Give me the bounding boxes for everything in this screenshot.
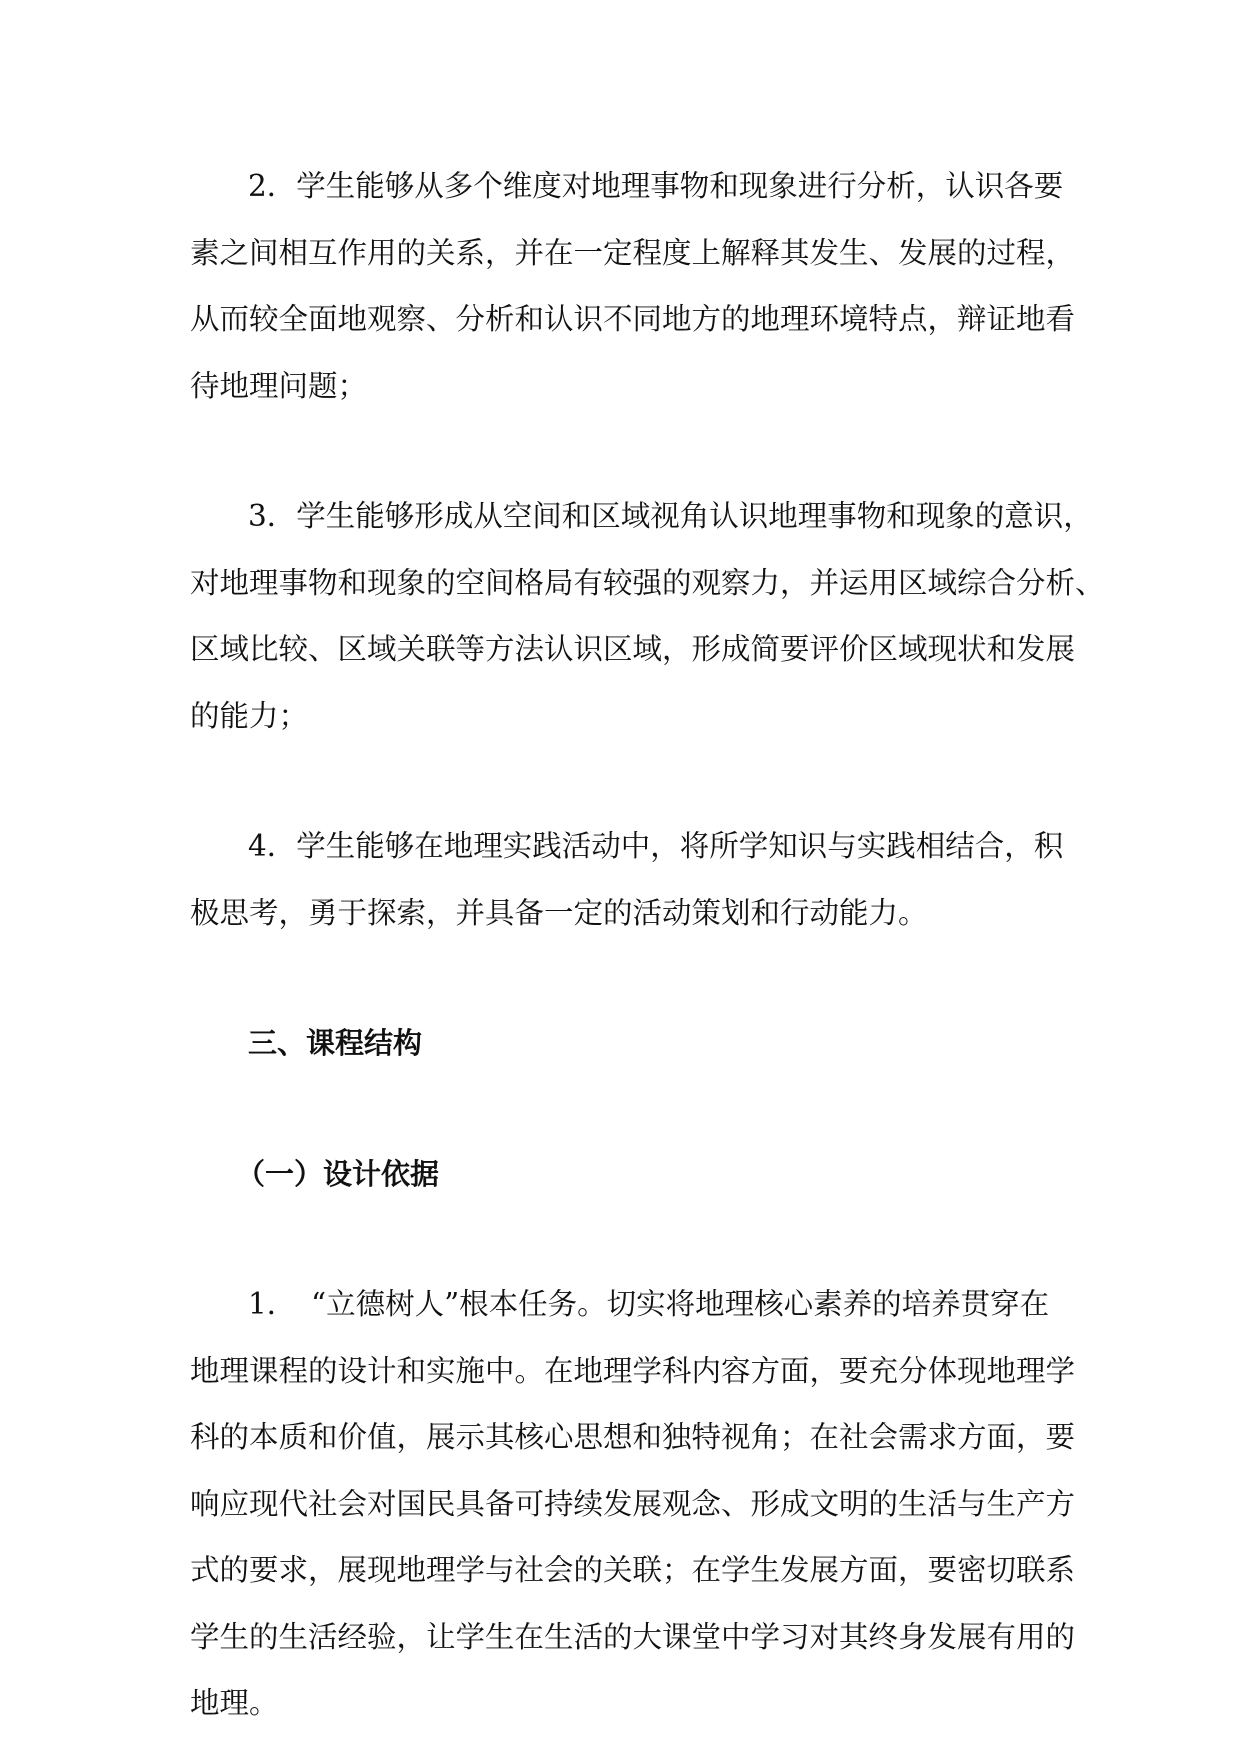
text-line: 对地理事物和现象的空间格局有较强的观察力，并运用区域综合分析、 xyxy=(190,565,1105,600)
text-line: 式的要求，展现地理学与社会的关联；在学生发展方面，要密切联系 xyxy=(190,1553,1076,1587)
paragraph-item-3 xyxy=(190,483,1105,749)
paragraph-basis-1 xyxy=(190,1271,1076,1737)
text-line: 响应现代社会对国民具备可持续发展观念、形成文明的生活与生产方 xyxy=(190,1486,1076,1521)
paragraph-spacer xyxy=(190,749,1060,813)
paragraph-spacer xyxy=(190,1077,1060,1141)
paragraph-item-2 xyxy=(190,153,1076,419)
section-heading: 三、课程结构 xyxy=(248,1026,423,1060)
text-line: 4．学生能够在地理实践活动中，将所学知识与实践相结合，积 xyxy=(248,829,1064,863)
text-line: 3．学生能够形成从空间和区域视角认识地理事物和现象的意识， xyxy=(248,499,1093,533)
paragraph-spacer xyxy=(190,419,1060,483)
text-line: 科的本质和价值，展示其核心思想和独特视角；在社会需求方面，要 xyxy=(190,1420,1076,1454)
text-line: 极思考，勇于探索，并具备一定的活动策划和行动能力。 xyxy=(190,895,928,930)
text-line: 从而较全面地观察、分析和认识不同地方的地理环境特点，辩证地看 xyxy=(190,302,1076,336)
text-line: 地理课程的设计和实施中。在地理学科内容方面，要充分体现地理学 xyxy=(190,1353,1076,1388)
text-line: 的能力； xyxy=(190,698,309,733)
subsection-heading: （一）设计依据 xyxy=(236,1156,440,1191)
text-line: 区域比较、区域关联等方法认识区域，形成简要评价区域现状和发展 xyxy=(190,632,1076,666)
text-line: 1． “立德树人”根本任务。切实将地理核心素养的培养贯穿在 xyxy=(248,1287,1050,1321)
paragraph-item-4 xyxy=(190,813,1064,946)
paragraph-spacer xyxy=(190,946,1060,1010)
paragraph-spacer xyxy=(190,1207,1060,1271)
text-line: 地理。 xyxy=(190,1686,279,1720)
page-content xyxy=(190,153,1105,1737)
text-line: 素之间相互作用的关系，并在一定程度上解释其发生、发展的过程， xyxy=(190,235,1076,270)
text-line: 待地理问题； xyxy=(190,368,368,403)
text-line: 学生的生活经验，让学生在生活的大课堂中学习对其终身发展有用的 xyxy=(190,1619,1076,1654)
text-line: 2．学生能够从多个维度对地理事物和现象进行分析，认识各要 xyxy=(248,169,1064,203)
